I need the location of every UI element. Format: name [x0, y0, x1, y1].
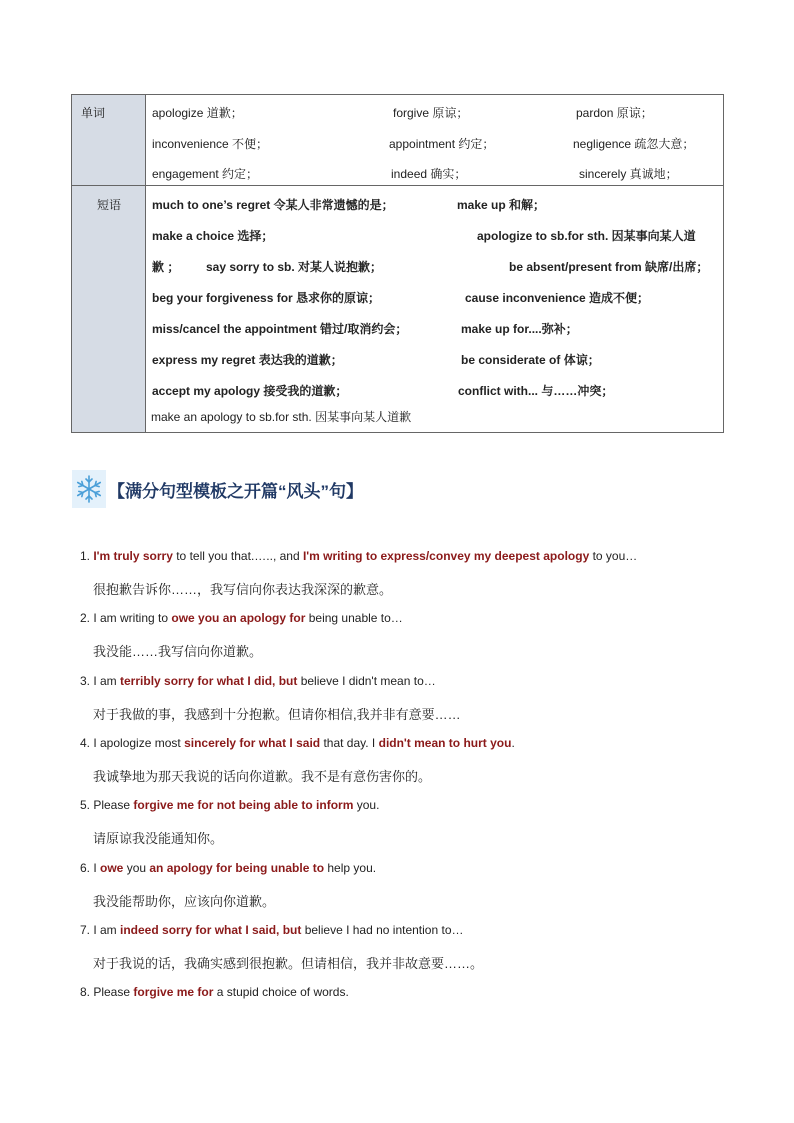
phrase-item: apologize to sb.for sth. 因某事向某人道	[477, 229, 696, 243]
sentence-text: 1.	[80, 549, 94, 563]
highlight-phrase: owe	[100, 861, 124, 875]
phrase-item: make up for....弥补；	[461, 322, 578, 336]
highlight-phrase: forgive me for not being able to inform	[133, 798, 354, 812]
sentence-1	[80, 549, 637, 563]
word-item: appointment 约定；	[389, 137, 495, 151]
phrase-item: make up 和解；	[457, 198, 546, 212]
sentence-text: 6. I	[80, 861, 101, 875]
sentence-7	[80, 923, 464, 937]
word-item: engagement 约定；	[152, 167, 259, 181]
words-row	[72, 95, 724, 186]
phrase-item: cause inconvenience 造成不便；	[465, 291, 650, 305]
sentence-text: a stupid choice of words.	[213, 985, 349, 999]
sentence-text: 3. I am	[80, 674, 121, 688]
phrase-item: accept my apology 接受我的道歉；	[152, 384, 348, 398]
highlight-phrase: indeed sorry for what I said, but	[120, 923, 302, 937]
sentence-text: to you…	[589, 549, 638, 563]
highlight-phrase: forgive me for	[133, 985, 214, 999]
sentence-translation: 对于我说的话，我确实感到很抱歉。但请相信，我并非故意要……。	[93, 956, 484, 971]
highlight-phrase: sincerely for what I said	[184, 736, 321, 750]
sentence-8	[80, 985, 349, 999]
word-item: sincerely 真诚地；	[579, 167, 678, 181]
phrase-item: beg your forgiveness for 恳求你的原谅；	[152, 291, 381, 305]
word-item: negligence 疏忽大意；	[573, 137, 695, 151]
sentence-4	[80, 736, 515, 750]
sentence-text: 8. Please	[80, 985, 134, 999]
phrase-item: be considerate of 体谅；	[461, 353, 600, 367]
sentence-text: believe I had no intention to…	[301, 923, 464, 937]
section-title: 【满分句型模板之开篇“风头”句】	[108, 481, 363, 501]
phrase-item: make a choice 选择；	[152, 229, 274, 243]
sentence-translation: 很抱歉告诉你……，我写信向你表达我深深的歉意。	[93, 582, 393, 597]
sentence-translation: 我没能……我写信向你道歉。	[93, 644, 263, 659]
sentence-text: to tell you that.….., and	[172, 549, 303, 563]
highlight-phrase: I'm writing to express/convey my deepest apology	[302, 549, 590, 563]
word-item: inconvenience 不便；	[152, 137, 269, 151]
sentence-2	[80, 611, 403, 625]
word-item: apologize 道歉；	[152, 106, 243, 120]
phrase-item: say sorry to sb. 对某人说抱歉；	[206, 260, 383, 274]
phrases-cell	[146, 186, 724, 433]
word-item: indeed 确实；	[391, 167, 467, 181]
vocabulary-table	[71, 94, 724, 433]
phrase-item: 歉 ；	[152, 260, 180, 274]
phrase-item: make an apology to sb.for sth. 因某事向某人道歉	[151, 410, 412, 424]
phrases-row	[72, 186, 724, 433]
sentence-translation: 我诚挚地为那天我说的话向你道歉。我不是有意伤害你的。	[93, 769, 432, 784]
sentence-text: help you.	[324, 861, 377, 875]
words-cell	[146, 95, 724, 186]
sentence-5	[80, 798, 379, 812]
sentence-text: 2. I am writing to	[80, 611, 172, 625]
sentence-text: you.	[353, 798, 380, 812]
highlight-phrase: I'm truly sorry	[93, 549, 173, 563]
words-header: 单词	[81, 106, 106, 120]
sentence-text: 7. I am	[80, 923, 121, 937]
sentence-text: believe I didn't mean to…	[297, 674, 436, 688]
sentence-translation: 我没能帮助你，应该向你道歉。	[93, 894, 276, 909]
sentence-text: that day. I	[320, 736, 379, 750]
sentence-text: 5. Please	[80, 798, 134, 812]
sentence-text: you	[123, 861, 150, 875]
sentence-text: .	[511, 736, 515, 750]
highlight-phrase: didn't mean to hurt you	[378, 736, 512, 750]
sentence-translation: 对于我做的事，我感到十分抱歉。但请你相信,我并非有意要……	[93, 707, 461, 722]
phrase-item: miss/cancel the appointment 错过/取消约会；	[152, 322, 408, 336]
sentence-3	[80, 674, 436, 688]
sentence-6	[80, 861, 376, 875]
word-item: pardon 原谅；	[576, 106, 653, 120]
phrase-item: conflict with... 与……冲突；	[458, 384, 614, 398]
phrase-item: express my regret 表达我的道歉；	[152, 353, 343, 367]
sentence-text: 4. I apologize most	[80, 736, 185, 750]
section-heading	[72, 469, 363, 509]
highlight-phrase: an apology for being unable to	[149, 861, 325, 875]
phrases-header: 短语	[97, 198, 122, 212]
highlight-phrase: terribly sorry for what I did, but	[120, 674, 298, 688]
sentence-text: being unable to…	[305, 611, 403, 625]
phrase-item: much to one’s regret 令某人非常遗憾的是；	[152, 198, 394, 212]
sentence-translation: 请原谅我没能通知你。	[93, 831, 224, 846]
phrase-item: be absent/present from 缺席/出席；	[509, 260, 709, 274]
words-header-cell	[72, 95, 146, 186]
highlight-phrase: owe you an apology for	[171, 611, 306, 625]
phrases-header-cell	[72, 186, 146, 433]
word-item: forgive 原谅；	[393, 106, 469, 120]
snowflake-icon	[72, 470, 106, 508]
